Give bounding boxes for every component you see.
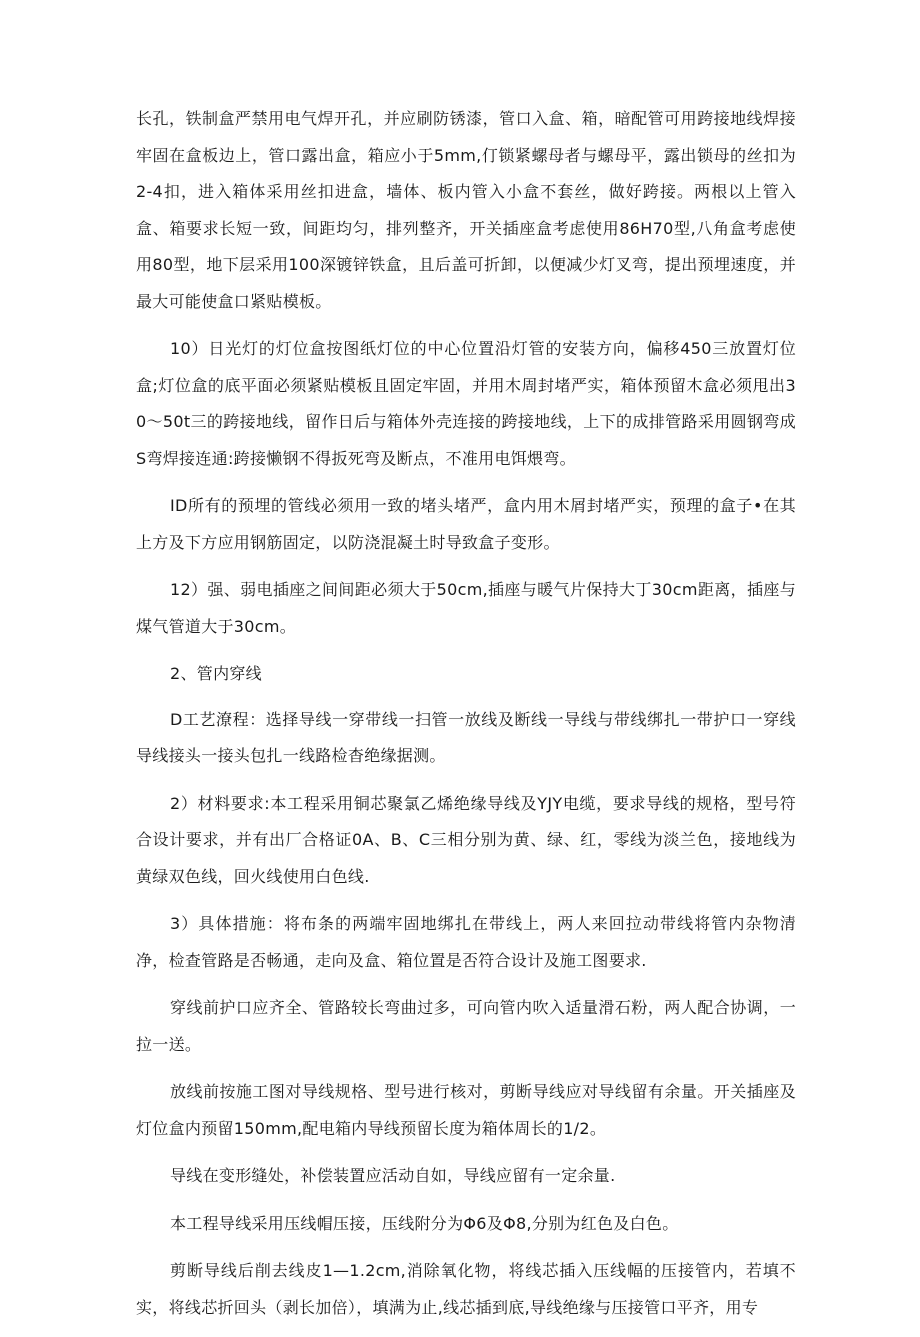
paragraph-item-10-fluorescent-lamp-box: 10）日光灯的灯位盒按图纸灯位的中心位置沿灯管的安装方向，偏移450三放置灯位盒;灯位盒的底平面必须紧贴模板且固定牢固，并用木周封堵严实，箱体预留木盒必须甩出30〜50t三的跨接地线，留作日后与箱体外壳连接的跨接地线，上下的成排管路采用圆钢弯成S弯焊接连通:跨接懒钢不得扳死弯及断点，不准用电饵煨弯。 — [136, 339, 796, 468]
paragraph-before-pulling: 放线前按施工图对导线规格、型号进行核对，剪断导线应对导线留有余量。开关插座及灯位盒内预留150mm,配电箱内导线预留长度为箱体周长的1/2。 — [136, 1082, 796, 1138]
document-body — [136, 101, 796, 1337]
section-heading-wire-threading: 2、管内穿线 — [170, 664, 262, 683]
paragraph-crimp-caps: 本工程导线采用压线帽压接，压线附分为Φ6及Φ8,分别为红色及白色。 — [170, 1213, 679, 1233]
paragraph-item-12-socket-spacing: 12）强、弱电插座之间间距必须大于50cm,插座与暖气片保持大丁30cm距离，插座与煤气管道大于30cm。 — [136, 580, 796, 636]
paragraph-before-threading: 穿线前护口应齐全、管路较长弯曲过多，可向管内吹入适量滑石粉，两人配合协调，一拉一送。 — [136, 998, 796, 1054]
paragraph-stripping: 剪断导线后削去线皮1—1.2cm,消除氧化物，将线芯插入压线幅的压接管内，若填不实，将线芯折回头（剥长加倍），填满为止,线芯插到底,导线绝缘与压接管口平齐，用专 — [136, 1261, 796, 1317]
paragraph-item-11-pipe-plugs: ID所有的预埋的管线必须用一致的堵头堵严，盒内用木屑封堵严实，预理的盒子•在其上方及下方应用钢筋固定，以防浇混凝土时导致盒子变形。 — [136, 496, 796, 552]
paragraph-deformation-joint: 导线在变形缝处，补偿装置应活动自如，导线应留有一定余量. — [170, 1166, 616, 1185]
paragraph-item-2-material-requirements: 2）材料要求:本工程采用铜芯聚氯乙烯绝缘导线及YJY电缆，要求导线的规格，型号符合设计要求，并有出厂合格证0A、B、C三相分别为黄、绿、红，零线为淡兰色，接地线为黄绿双色线，回火线使用白色线. — [136, 793, 796, 886]
paragraph-item-3-specific-measures: 3）具体措施：将布条的两端牢固地绑扎在带线上，两人来回拉动带线将管内杂物清净，检查管路是否畅通，走向及盒、箱位置是否符合设计及施工图要求. — [136, 914, 796, 970]
paragraph-item-1-process-flow: D工艺潦程：选择导线一穿带线一扫管一放线及断线一导线与带线绑扎一带护口一穿线导线接头一接头包扎一线路检杳绝缘据测。 — [136, 709, 796, 765]
paragraph-box-holes: 长孔，铁制盒严禁用电气焊开孔，并应刷防锈漆，管口入盒、箱，暗配管可用跨接地线焊接牢固在盒板边上，管口露出盒，箱应小于5mm,仃锁紧螺母者与螺母平，露出锁母的丝扣为2-4扣，进入箱体采用丝扣进盒，墙体、板内管入小盒不套丝，做好跨接。两根以上管入盒、箱要求长短一致，间距均匀，排列整齐，开关插座盒考虑使用86H70型,八角盒考虑使用80型，地下层采用100深镀锌铁盒，且后盖可折卸，以便减少灯叉弯，提出预埋速度，并最大可能使盒口紧贴模板。 — [136, 109, 796, 311]
